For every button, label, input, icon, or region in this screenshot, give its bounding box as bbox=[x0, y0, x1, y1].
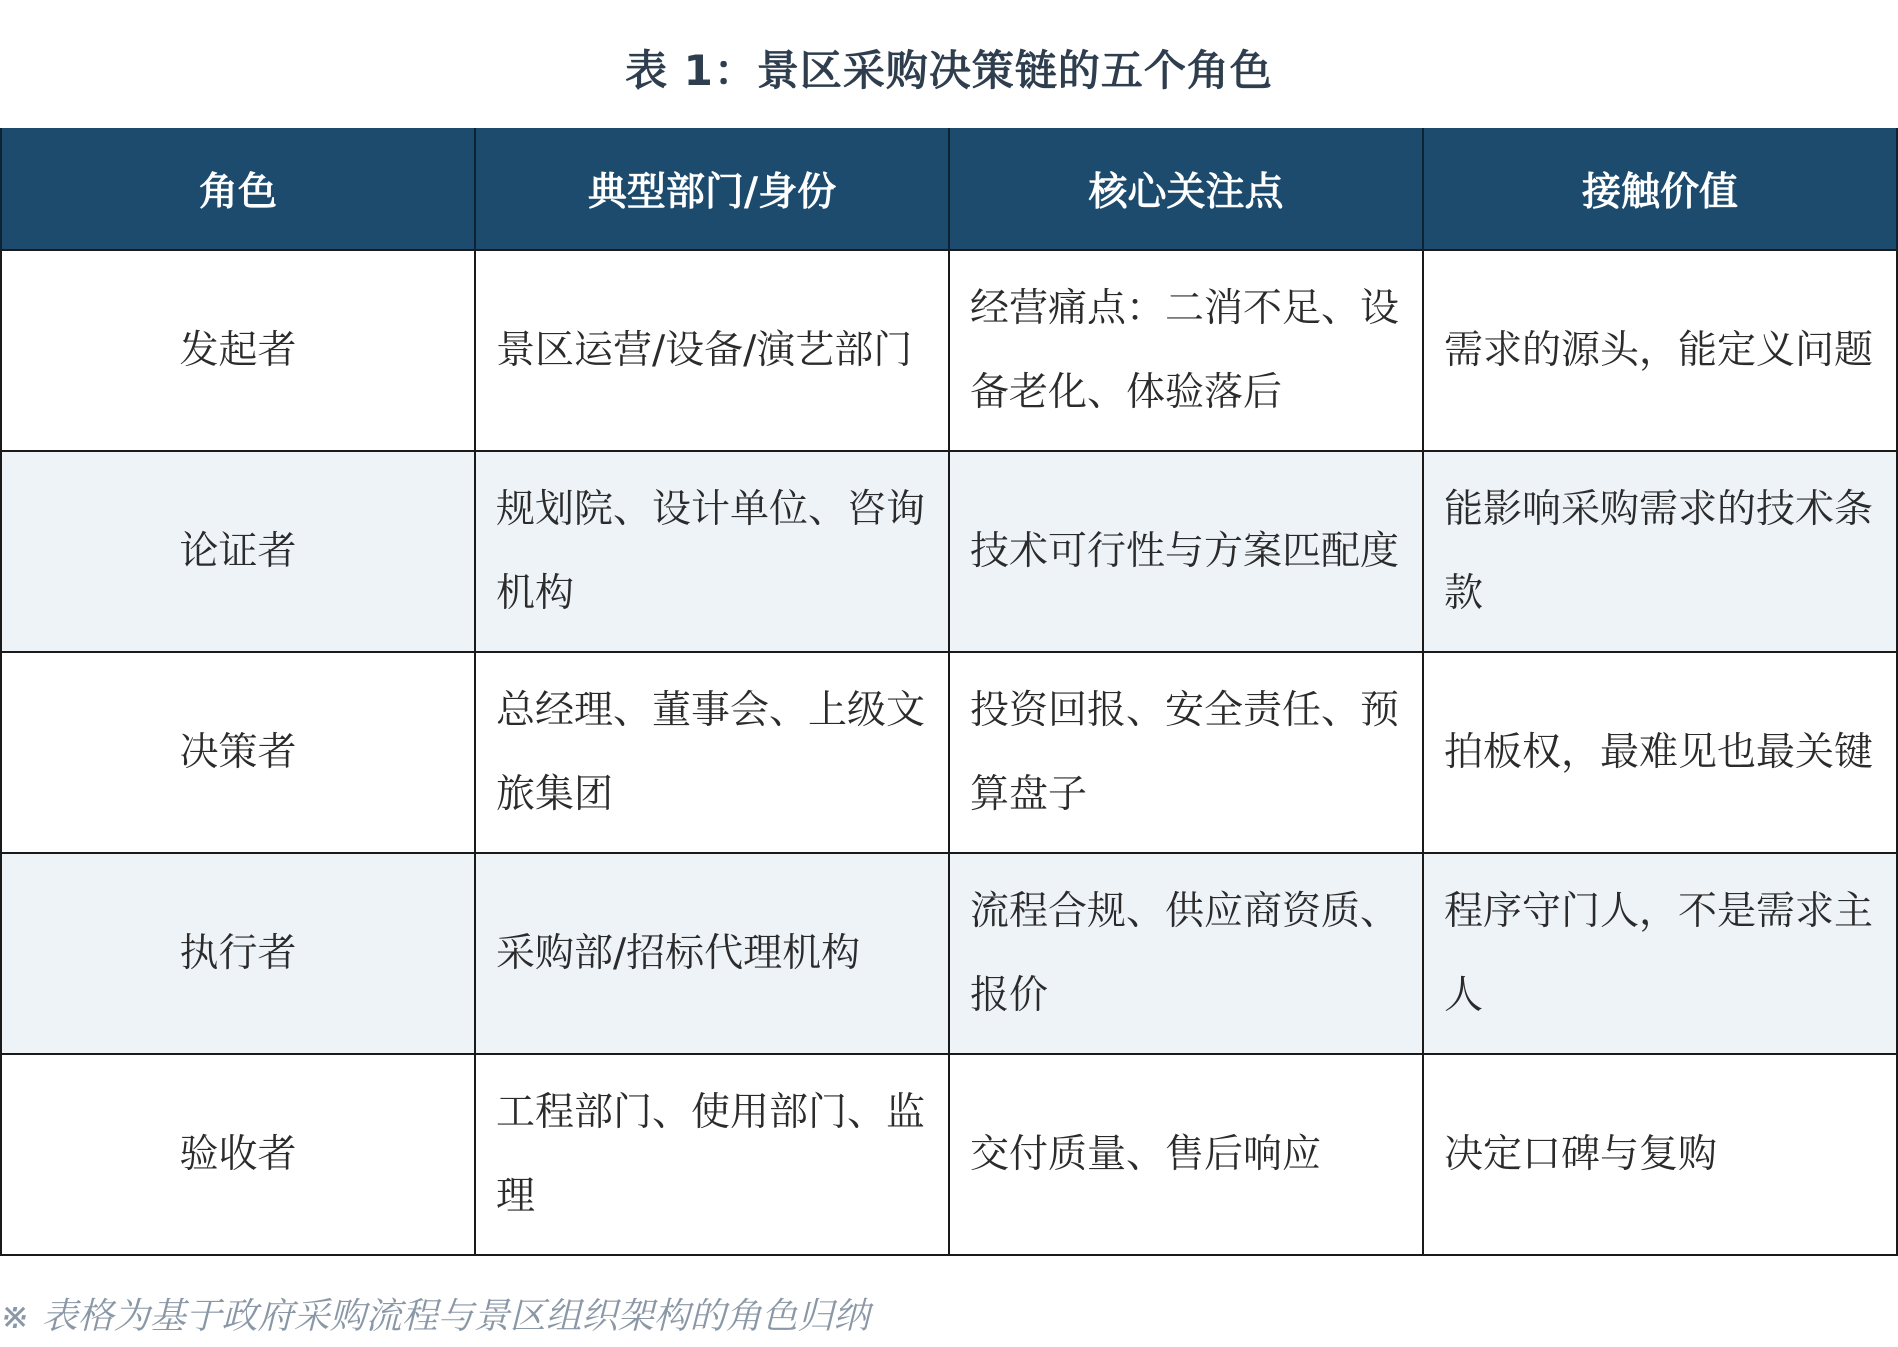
column-header-focus: 核心关注点 bbox=[949, 128, 1423, 250]
cell-role: 验收者 bbox=[1, 1054, 475, 1255]
column-header-role: 角色 bbox=[1, 128, 475, 250]
table-header-row bbox=[1, 128, 1897, 250]
cell-role: 发起者 bbox=[1, 250, 475, 451]
cell-role: 决策者 bbox=[1, 652, 475, 853]
table-footnote: ※ 表格为基于政府采购流程与景区组织架构的角色归纳 bbox=[0, 1296, 870, 1337]
column-header-value: 接触价值 bbox=[1423, 128, 1897, 250]
table-row bbox=[1, 451, 1897, 652]
table-row bbox=[1, 1054, 1897, 1255]
cell-dept: 景区运营/设备/演艺部门 bbox=[475, 250, 949, 451]
table-row bbox=[1, 652, 1897, 853]
cell-value: 拍板权，最难见也最关键 bbox=[1423, 652, 1897, 853]
cell-focus: 交付质量、售后响应 bbox=[949, 1054, 1423, 1255]
cell-focus: 经营痛点：二消不足、设备老化、体验落后 bbox=[949, 250, 1423, 451]
cell-value: 需求的源头，能定义问题 bbox=[1423, 250, 1897, 451]
cell-value: 能影响采购需求的技术条款 bbox=[1423, 451, 1897, 652]
column-header-dept: 典型部门/身份 bbox=[475, 128, 949, 250]
cell-focus: 技术可行性与方案匹配度 bbox=[949, 451, 1423, 652]
cell-focus: 投资回报、安全责任、预算盘子 bbox=[949, 652, 1423, 853]
roles-table bbox=[0, 128, 1898, 1256]
cell-value: 决定口碑与复购 bbox=[1423, 1054, 1897, 1255]
cell-focus: 流程合规、供应商资质、报价 bbox=[949, 853, 1423, 1054]
cell-dept: 采购部/招标代理机构 bbox=[475, 853, 949, 1054]
cell-dept: 工程部门、使用部门、监理 bbox=[475, 1054, 949, 1255]
table-row bbox=[1, 853, 1897, 1054]
cell-dept: 规划院、设计单位、咨询机构 bbox=[475, 451, 949, 652]
cell-role: 执行者 bbox=[1, 853, 475, 1054]
cell-dept: 总经理、董事会、上级文旅集团 bbox=[475, 652, 949, 853]
table-title: 表 1：景区采购决策链的五个角色 bbox=[625, 46, 1273, 95]
cell-role: 论证者 bbox=[1, 451, 475, 652]
table-row bbox=[1, 250, 1897, 451]
cell-value: 程序守门人，不是需求主人 bbox=[1423, 853, 1897, 1054]
